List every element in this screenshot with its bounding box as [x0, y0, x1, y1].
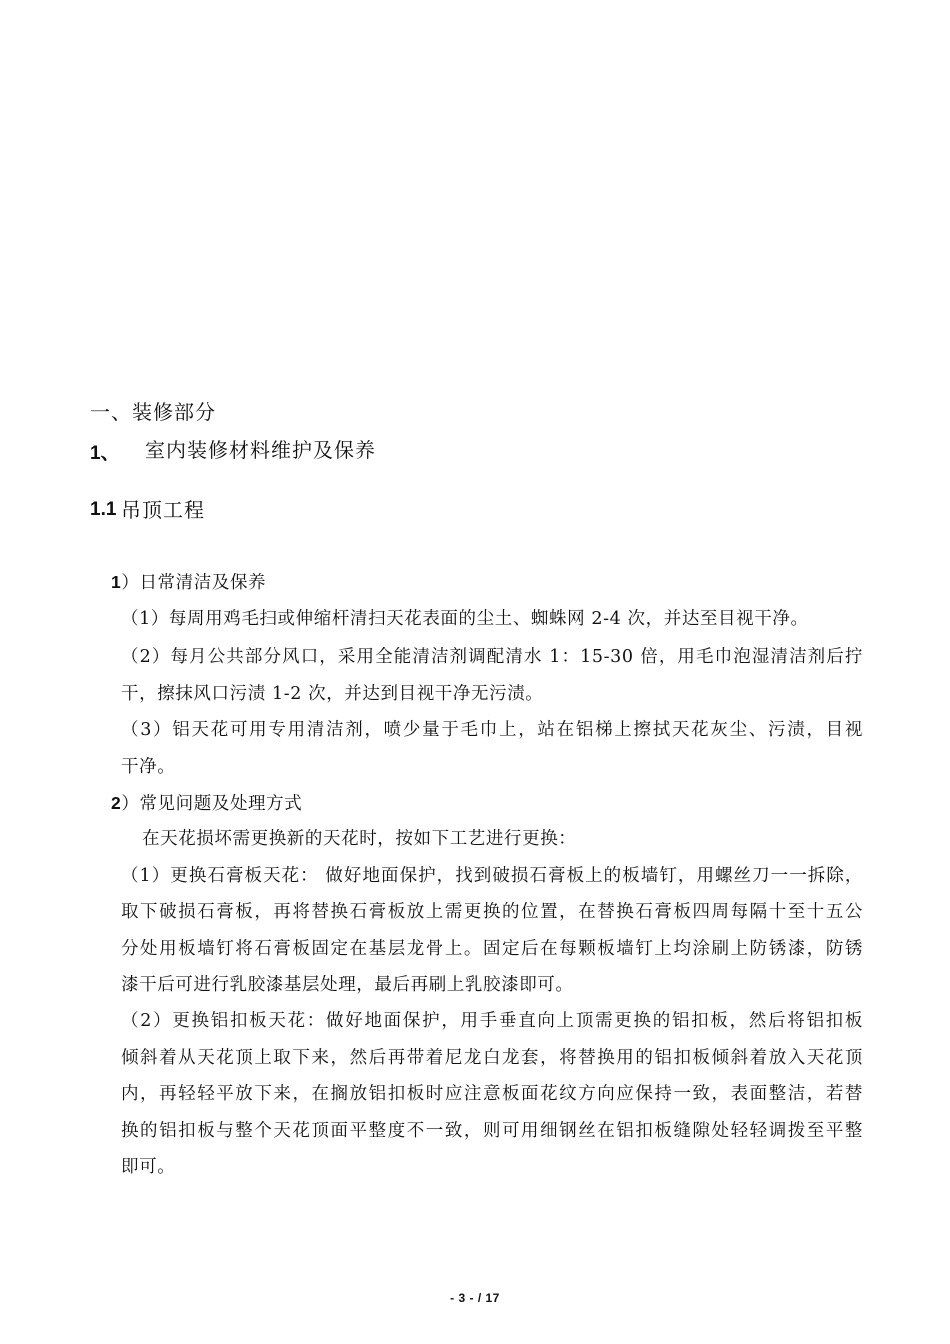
part2-line-4: 漆干后可进行乳胶漆基层处理，最后再刷上乳胶漆即可。 [121, 975, 574, 995]
subsection-number: 1、 [90, 443, 120, 464]
part2-line-5: （2）更换铝扣板天花：做好地面保护，用手垂直向上顶需更换的铝扣板，然后将铝扣板 [121, 1011, 863, 1031]
part2-line-2: 取下破损石膏板，再将替换石膏板放上需更换的位置，在替换石膏板四周每隔十至十五公 [121, 902, 863, 922]
part2-line-3: 分处用板墙钉将石膏板固定在基层龙骨上。固定后在每颗板墙钉上均涂刷上防锈漆，防锈 [121, 939, 863, 959]
part2-intro: 在天花损坏需更换新的天花时，按如下工艺进行更换： [142, 829, 577, 849]
part1-item-1: （1）每周用鸡毛扫或伸缩杆清扫天花表面的尘土、蜘蛛网 2-4 次，并达至目视干净。 [121, 609, 809, 629]
part1-item-3-cont: 干净。 [121, 757, 176, 777]
subsubsection-title: 吊顶工程 [121, 498, 205, 522]
part2-line-9: 即可。 [121, 1157, 176, 1177]
section-heading: 一、装修部分 [90, 400, 216, 424]
part2-line-8: 换的铝扣板与整个天花顶面平整度不一致，则可用细钢丝在铝扣板缝隙处轻轻调拨至平整 [121, 1121, 863, 1141]
part2-number: 2 [111, 793, 122, 813]
subsection-title: 室内装修材料维护及保养 [145, 438, 376, 462]
subsubsection-number: 1.1 [90, 499, 117, 520]
page-number: - 3 - / 17 [450, 1291, 500, 1305]
part1-item-2: （2）每月公共部分风口，采用全能清洁剂调配清水 1：15-30 倍，用毛巾泡湿清洁剂后拧 [121, 647, 863, 667]
part2-heading [111, 791, 302, 816]
part1-number: 1 [111, 572, 122, 592]
part2-line-1: （1）更换石膏板天花： 做好地面保护，找到破损石膏板上的板墙钉，用螺丝刀一一拆除， [121, 866, 863, 886]
part2-line-6: 倾斜着从天花顶上取下来，然后再带着尼龙白龙套，将替换用的铝扣板倾斜着放入天花顶 [121, 1048, 863, 1068]
part1-item-3: （3）铝天花可用专用清洁剂，喷少量于毛巾上，站在铝梯上擦拭天花灰尘、污渍，目视 [121, 720, 863, 740]
part1-item-2-cont: 干，擦抹风口污渍 1-2 次，并达到目视干净无污渍。 [121, 684, 544, 704]
part2-line-7: 内，再轻轻平放下来，在搁放铝扣板时应注意板面花纹方向应保持一致，表面整洁，若替 [121, 1084, 863, 1104]
part1-title: ）日常清洁及保养 [121, 573, 267, 593]
part2-title: ）常见问题及处理方式 [121, 794, 303, 814]
part1-heading [111, 570, 266, 595]
